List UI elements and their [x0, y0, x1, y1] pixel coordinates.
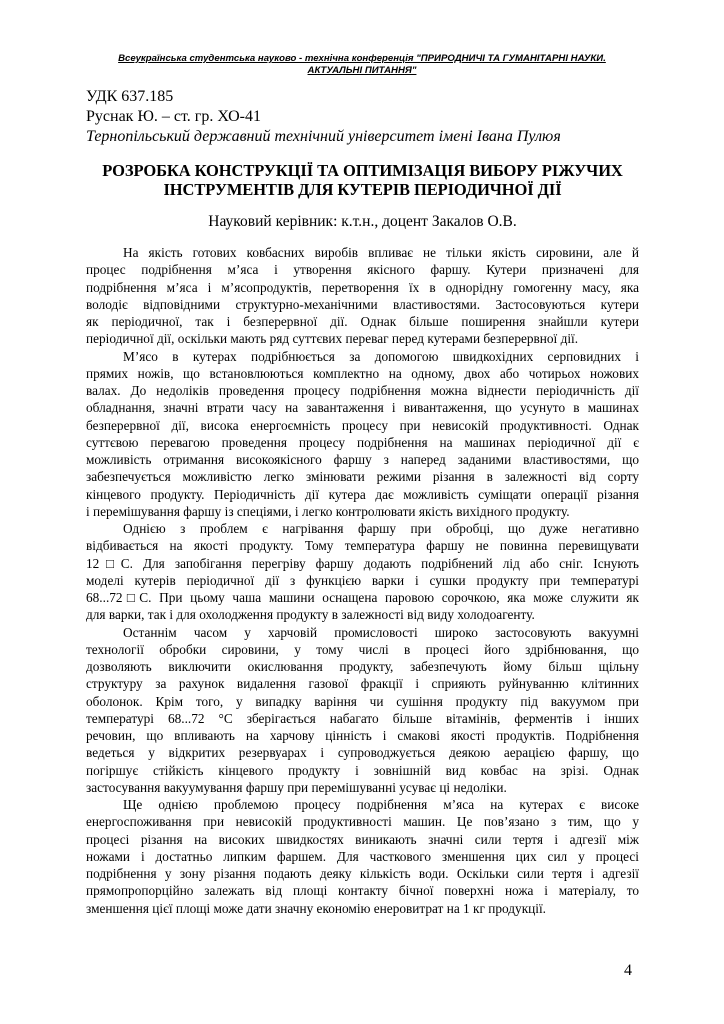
- paragraph-line: М’ясо в кутерах подрібнюється за допомогою швидкохідних серповидних і: [123, 348, 639, 364]
- paragraph-line: забезпечується можливістю легко змінювати режими різання в залежності від сорту: [86, 469, 639, 485]
- paragraph-line: суттєвою перевагою проведення процесу подрібнення на машинах періодичної дії є: [86, 434, 639, 450]
- paragraph: [86, 520, 639, 624]
- paragraph-line: як періодичної, так і безперервної дії. Однак більше поширення знайшли кутери: [86, 314, 639, 329]
- paragraph-line: речовин, що впливають на харчову цінність і смакові якості продуктів. Подрібнення: [86, 728, 639, 743]
- paragraph-line: зменшення цієї площі може дати значну економію енеровитрат на 1 кг продукції.: [86, 900, 546, 916]
- paragraph-line: Однією з проблем є нагрівання фаршу при обробці, що дуже негативно: [123, 521, 639, 536]
- paragraph-line: можливість отримання високоякісного фаршу з наперед заданими властивостями, що: [86, 452, 639, 467]
- paragraph-line: безперервної дії, висока енергоємність процесу при невисокій продуктивності. Однак: [86, 417, 639, 433]
- paragraph-line: подрібнення у зону різання подають деяку кількість води. Оскільки сили тертя і адгезії: [86, 866, 639, 881]
- paragraph-line: енергоспоживання при невисокій продуктивності машин. Це пов’язано з тим, що у: [86, 814, 639, 830]
- article-title-line-2: ІНСТРУМЕНТІВ ДЛЯ КУТЕРІВ ПЕРІОДИЧНОЇ ДІЇ: [163, 180, 562, 199]
- paragraph-line: для варки, так і для охолодження продукту в залежності від виду холодоагенту.: [86, 607, 535, 623]
- paragraph-line: обладнання, значні втрати часу на завантаження і вивантаження, що усунуто в машинах: [86, 400, 639, 416]
- paragraph: [86, 244, 639, 348]
- paragraph-line: 68...72□С. При цьому чаша машини оснащена паровою сорочкою, яка може служити як: [86, 590, 639, 605]
- paragraph-line: Останнім часом у харчовій промисловості широко застосовують вакуумні: [123, 624, 639, 640]
- university-name: Тернопільський державний технічний університет імені Івана Пулюя: [86, 128, 561, 145]
- page-number: 4: [624, 962, 632, 979]
- paragraph-line: дозволяють виключити окислювання продукту, забезпечують йому більш щільну: [86, 659, 639, 674]
- paragraph: [86, 624, 639, 797]
- udc-code: УДК 637.185: [86, 88, 174, 105]
- paragraph-line: застосування вакуумування фаршу при перемішуванні усуває ці недоліки.: [86, 779, 507, 795]
- article-meta: [86, 87, 646, 147]
- paragraph-line: ведеться у відкритих резервуарах і супроводжується деякою аерацією фаршу, що: [86, 745, 639, 761]
- conference-header: [90, 53, 634, 77]
- paragraph: [86, 348, 639, 521]
- paragraph-line: 12□С. Для запобігання перегріву фаршу додають подрібнений лід або сніг. Існують: [86, 555, 639, 571]
- paragraph-line: прямих ножів, що встановлюються комплектно на одному, двох або чотирьох ножових: [86, 365, 639, 381]
- paragraph-line: процесі різання на високих швидкостях виникають значні сили тертя і адгезії між: [86, 831, 639, 847]
- paragraph-line: технології обробки сировини, у тому числі в процесі його здрібнювання, що: [86, 641, 639, 657]
- paragraph-line: прямопропорційно залежать від площі контакту бічної поверхні ножа і матеріалу, то: [86, 883, 639, 899]
- conference-header-line-1: Всеукраїнська студентська науково - технічна конференція "ПРИРОДНИЧІ ТА ГУМАНІТАРНІ НАУКИ.: [118, 53, 606, 64]
- scientific-supervisor: Науковий керівник: к.т.н., доцент Закалов О.В.: [208, 213, 517, 230]
- paragraph-line: подрібнення м’яса і м’ясопродуктів, перетворення їх в однорідну гомогенну масу, яка: [86, 279, 639, 295]
- paragraph-line: і перемішування фаршу із спеціями, і легко контролювати якість вихідного продукту.: [86, 503, 570, 519]
- article-title-line-1: РОЗРОБКА КОНСТРУКЦІЇ ТА ОПТИМІЗАЦІЯ ВИБОРУ РІЖУЧИХ: [102, 161, 623, 180]
- paragraph-line: оболонок. Крім того, у випадку варіння чи сушіння продукту під вакуумом при: [86, 693, 639, 709]
- paragraph-line: На якість готових ковбасних виробів впливає не тільки якість сировини, але й: [123, 245, 639, 260]
- paragraph: [86, 796, 639, 917]
- paragraph-line: валах. До недоліків проведення процесу подрібнення можна віднести періодичність дії: [86, 383, 639, 398]
- author-line: Руснак Ю. – ст. гр. ХО-41: [86, 108, 261, 125]
- paragraph-line: періодичної дії, оскільки мають ряд суттєвих переваг перед кутерами безперервної дії.: [86, 331, 579, 347]
- paragraph-line: погіршує стійкість кінцевого продукту і зовнішній вид ковбас на зрізі. Однак: [86, 762, 639, 778]
- paragraph-line: температурі 68...72 °С зберігається набагато більше вітамінів, ферментів і інших: [86, 710, 639, 726]
- article-title: [86, 161, 639, 199]
- paragraph-line: моделі кутерів періодичної дії з функцією варки і сушки продукту при температурі: [86, 572, 639, 588]
- paragraph-line: володіє відповідними структурно-механічними властивостями. Застосовуються кутери: [86, 296, 639, 312]
- article-body: [86, 244, 639, 917]
- paragraph-line: Ще однією проблемою процесу подрібнення м’яса на кутерах є високе: [123, 797, 639, 812]
- paragraph-line: ножами і достатньо липким фаршем. Для часткового зменшення цих сил у процесі: [86, 848, 639, 864]
- paragraph-line: структуру за рахунок видалення газової фракції і сприяють руйнуванню клітинних: [86, 676, 639, 692]
- paragraph-line: відбивається на якості продукту. Тому температура фаршу не повинна перевищувати: [86, 538, 639, 554]
- paragraph-line: кінцевого продукту. Періодичність дії кутера дає можливість суміщати операції різання: [86, 486, 639, 502]
- paragraph-line: процес подрібнення м’яса і утворення якісного фаршу. Кутери призначені для: [86, 262, 639, 278]
- conference-header-line-2: АКТУАЛЬНІ ПИТАННЯ": [307, 65, 417, 76]
